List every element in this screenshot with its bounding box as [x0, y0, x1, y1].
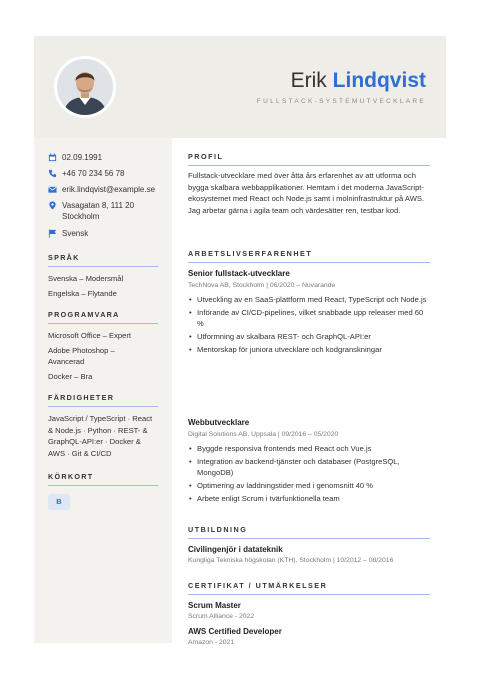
certificate-name: Scrum Master	[188, 601, 241, 610]
portrait-photo	[57, 59, 113, 115]
software-item: Microsoft Office – Expert	[48, 331, 131, 340]
certificates-heading: CERTIFIKAT / UTMÄRKELSER	[188, 581, 430, 595]
certificate-meta: Scrum Alliance - 2022	[188, 613, 255, 620]
contact-email	[48, 184, 155, 195]
languages-heading: SPRÅK	[48, 253, 158, 267]
list-item: • Integration av backend-tjänster och databaser (PostgreSQL, MongoDB)	[188, 456, 430, 479]
profile-heading: PROFIL	[188, 152, 430, 166]
software-item: Docker – Bra	[48, 372, 93, 381]
avatar	[54, 56, 116, 118]
language-item: Svenska – Modersmål	[48, 274, 124, 283]
job-meta-2: Digital Solutions AB, Uppsala | 09/2016 – 05/2020	[188, 431, 339, 438]
phone-icon	[48, 169, 57, 178]
calendar-icon	[48, 153, 57, 162]
software-item: Adobe Photoshop – Avancerad	[48, 346, 115, 366]
skills-heading: FÄRDIGHETER	[48, 393, 158, 407]
list-item: • Införande av CI/CD-pipelines, vilket snabbade upp releaser med 60 %	[188, 307, 430, 330]
list-item: • Utveckling av en SaaS-plattform med React, TypeScript och Node.js	[188, 294, 430, 305]
job-bullets-2	[188, 443, 430, 506]
list-item: • Optimering av laddningstider med i genomsnitt 40 %	[188, 480, 430, 491]
contact-nationality	[48, 228, 88, 239]
education-heading: UTBILDNING	[188, 525, 430, 539]
flag-icon	[48, 229, 57, 238]
contact-birthdate	[48, 152, 102, 163]
email-icon	[48, 185, 57, 194]
software-heading: PROGRAMVARA	[48, 310, 158, 324]
last-name: Lindqvist	[332, 69, 426, 92]
resume-header	[34, 36, 446, 138]
skills-text: JavaScript / TypeScript · React & Node.js · Python · REST- & GraphQL-API:er · Docker & AWS · Git & CI/CD	[48, 414, 153, 458]
degree-meta: Kungliga Tekniska högskolan (KTH), Stockholm | 10/2012 – 08/2016	[188, 557, 394, 564]
certificate-meta: Amazon - 2021	[188, 639, 235, 646]
birthdate-text: 02.09.1991	[62, 153, 103, 162]
sidebar	[34, 138, 172, 643]
job-title-2: Webbutvecklare	[188, 418, 250, 427]
contact-address	[48, 200, 166, 222]
license-badge: B	[48, 494, 70, 510]
job-title: FULLSTACK-SYSTEMUTVECKLARE	[256, 98, 426, 105]
job-meta-1: TechNova AB, Stockholm | 06/2020 – Nuvarande	[188, 282, 336, 289]
license-heading: KÖRKORT	[48, 472, 158, 486]
job-bullets-1	[188, 294, 430, 357]
phone-text: +46 70 234 56 78	[62, 169, 125, 178]
list-item: • Byggde responsiva frontends med React och Vue.js	[188, 443, 430, 454]
profile-text: Fullstack-utvecklare med över åtta års erfarenhet av att utforma och bygga skalbara webbapplikationer. Hemtam i det moderna JavaScript-ekosystemet med React och Node.js samt i molninfrastruktur på AWS. Jag arbetar gärna i agila team och värdesätter ren, testbar kod.	[188, 171, 425, 215]
email-text: erik.lindqvist@example.se	[62, 185, 156, 194]
first-name: Erik	[290, 69, 327, 92]
address-text: Vasagatan 8, 111 20 Stockholm	[62, 201, 135, 221]
list-item: • Mentorskap för juniora utvecklare och kodgranskningar	[188, 344, 430, 355]
list-item: • Utformning av skalbara REST- och GraphQL-API:er	[188, 331, 430, 342]
degree-title: Civilingenjör i datateknik	[188, 545, 283, 554]
resume-page	[34, 36, 446, 646]
location-pin-icon	[48, 201, 57, 210]
list-item: • Arbete enligt Scrum i tvärfunktionella team	[188, 493, 430, 504]
contact-phone	[48, 168, 125, 179]
language-item: Engelska – Flytande	[48, 289, 117, 298]
candidate-name	[291, 69, 426, 93]
job-title-1: Senior fullstack-utvecklare	[188, 269, 290, 278]
nationality-text: Svensk	[62, 229, 89, 238]
experience-heading: ARBETSLIVSERFARENHET	[188, 249, 430, 263]
certificate-name: AWS Certified Developer	[188, 627, 282, 636]
